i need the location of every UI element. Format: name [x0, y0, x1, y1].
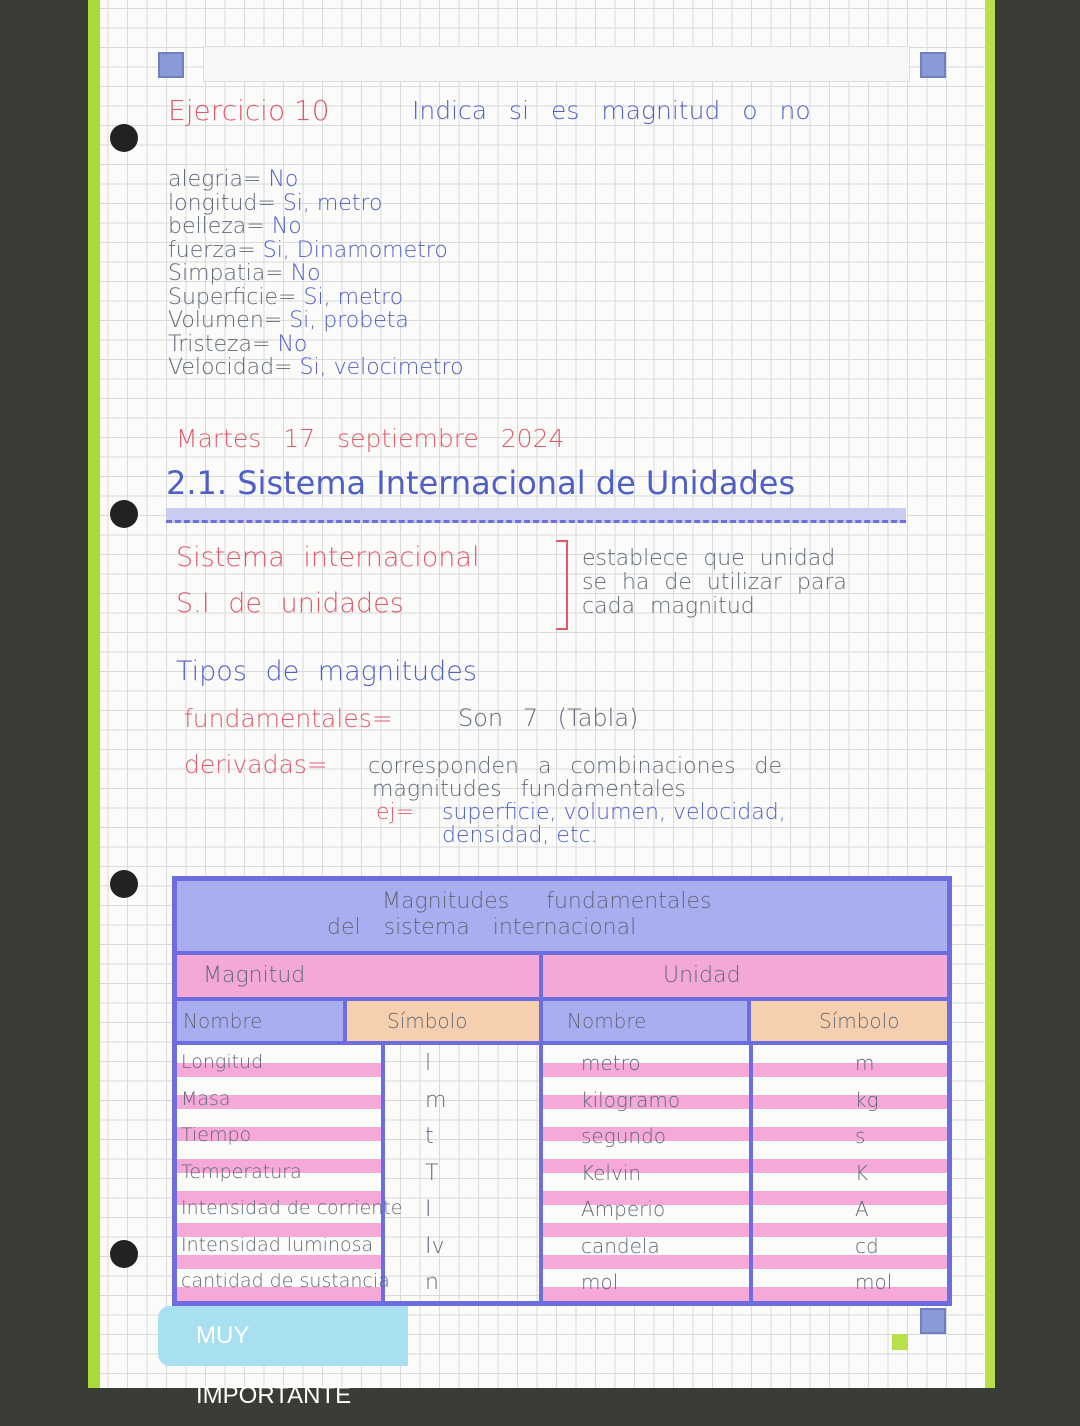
header-label: Símbolo	[387, 1009, 468, 1033]
header-label: Nombre	[183, 1009, 263, 1033]
header-label: Símbolo	[819, 1009, 900, 1033]
exercise-prompt: Indica si es magnitud o no	[412, 96, 811, 125]
item-answer: No	[268, 167, 299, 192]
exercise-item	[168, 356, 464, 379]
exercise-item	[168, 192, 383, 215]
table-cell-usym: A	[855, 1197, 869, 1221]
item-answer: Si, metro	[303, 284, 404, 310]
ej-text: densidad, etc.	[442, 823, 598, 848]
item-term: fuerza=	[168, 237, 256, 263]
der-text: corresponden a combinaciones de	[368, 754, 783, 779]
subheader-simbolo	[749, 999, 949, 1043]
table-title-line: Magnitudes fundamentales	[382, 889, 712, 914]
exercise-item	[168, 239, 448, 262]
table-cell-sym: n	[425, 1270, 439, 1295]
fund-label: fundamentales=	[184, 704, 393, 733]
si-desc: establece que unidad	[582, 546, 836, 571]
table-cell-sym: T	[425, 1160, 439, 1186]
header-label: Unidad	[663, 963, 741, 988]
page-margin-strip	[985, 0, 995, 1388]
si-desc: cada magnitud	[582, 594, 755, 619]
si-line1: Sistema internacional	[176, 542, 480, 573]
item-answer: Si, velocimetro	[299, 355, 464, 380]
fund-text: Son 7 (Tabla)	[458, 704, 639, 732]
corner-marker-icon	[158, 52, 184, 78]
table-cell-mag: Masa	[181, 1087, 231, 1110]
table-cell-unit: Kelvin	[581, 1160, 642, 1185]
title-underline	[166, 508, 906, 523]
item-term: belleza=	[168, 214, 265, 239]
exercise-item	[168, 333, 307, 356]
table-title-line: del sistema internacional	[327, 915, 637, 940]
item-term: longitud=	[168, 190, 276, 216]
subheader-nombre	[175, 999, 345, 1043]
item-term: Superficie=	[168, 284, 297, 310]
table-cell-unit: metro	[581, 1051, 641, 1075]
corner-marker-icon	[920, 1308, 946, 1334]
tipos-title: Tipos de magnitudes	[176, 656, 477, 687]
item-answer: Si, metro	[282, 190, 383, 216]
item-answer: Si, Dinamometro	[262, 237, 448, 263]
table-cell-sym: I	[425, 1197, 432, 1222]
table-cell-mag: Intensidad de corriente	[181, 1197, 403, 1219]
der-text: magnitudes fundamentales	[372, 777, 686, 802]
subheader-nombre	[541, 999, 749, 1043]
si-line2: S.I de unidades	[176, 588, 404, 619]
punch-hole	[110, 500, 138, 528]
si-table	[172, 876, 952, 1306]
table-cell-sym: l	[425, 1051, 432, 1076]
table-cell-usym: K	[855, 1160, 869, 1185]
table-cell-mag: Intensidad luminosa	[181, 1233, 374, 1256]
subheader-simbolo	[345, 999, 541, 1043]
table-cell-unit: segundo	[581, 1124, 667, 1148]
item-term: Tristeza=	[168, 331, 271, 357]
table-cell-sym: m	[425, 1087, 447, 1113]
punch-hole	[110, 870, 138, 898]
table-cell-unit: mol	[581, 1270, 619, 1294]
table-cell-mag: Longitud	[181, 1051, 264, 1073]
header-magnitud	[175, 953, 541, 999]
item-term: Volumen=	[168, 308, 283, 333]
item-term: Simpatia=	[168, 261, 284, 286]
header-label: Nombre	[567, 1009, 647, 1033]
table-cell-usym: cd	[855, 1233, 879, 1258]
punch-hole	[110, 124, 138, 152]
muy-importante-badge: MUY IMPORTANTE	[158, 1306, 408, 1366]
item-term: alegria=	[168, 167, 262, 192]
exercise-item	[168, 262, 321, 285]
table-cell-usym: m	[855, 1051, 875, 1075]
ej-label: ej=	[376, 800, 415, 825]
exercise-title: Ejercicio 10	[168, 94, 330, 127]
page-margin-strip	[88, 0, 100, 1388]
table-cell-mag: cantidad de sustancia	[181, 1270, 390, 1292]
table-cell-usym: mol	[855, 1270, 893, 1294]
table-cell-unit: Amperio	[581, 1197, 666, 1221]
section-title: 2.1. Sistema Internacional de Unidades	[166, 464, 796, 502]
table-cell-usym: kg	[855, 1087, 879, 1112]
table-cell-mag: Tiempo	[181, 1124, 252, 1146]
table-cell-usym: s	[855, 1124, 866, 1148]
table-cell-mag: Temperatura	[181, 1160, 302, 1183]
header-box	[203, 46, 910, 82]
col-simbolo	[383, 1043, 541, 1303]
table-title	[175, 879, 949, 953]
col-usimbolo	[751, 1043, 949, 1303]
punch-hole	[110, 1240, 138, 1268]
col-unidad	[541, 1043, 751, 1303]
exercise-item	[168, 309, 409, 332]
item-answer: No	[271, 214, 302, 239]
decor-square	[892, 1334, 908, 1350]
header-label: Magnitud	[203, 963, 306, 988]
date: Martes 17 septiembre 2024	[176, 424, 565, 453]
item-answer: No	[290, 261, 321, 286]
exercise-item	[168, 215, 302, 238]
brace	[556, 540, 568, 630]
table-cell-unit: candela	[581, 1233, 660, 1258]
exercise-item	[168, 286, 403, 309]
si-desc: se ha de utilizar para	[582, 570, 847, 595]
item-answer: Si, probeta	[289, 308, 409, 333]
exercise-item	[168, 168, 298, 191]
item-term: Velocidad=	[168, 355, 293, 380]
ej-text: superficie, volumen, velocidad,	[442, 800, 786, 825]
table-cell-sym: Iv	[425, 1233, 445, 1259]
item-answer: No	[277, 331, 308, 357]
table-cell-unit: kilogramo	[581, 1087, 681, 1112]
header-unidad	[541, 953, 949, 999]
corner-marker-icon	[920, 52, 946, 78]
der-label: derivadas=	[184, 750, 328, 779]
table-cell-sym: t	[425, 1124, 434, 1149]
